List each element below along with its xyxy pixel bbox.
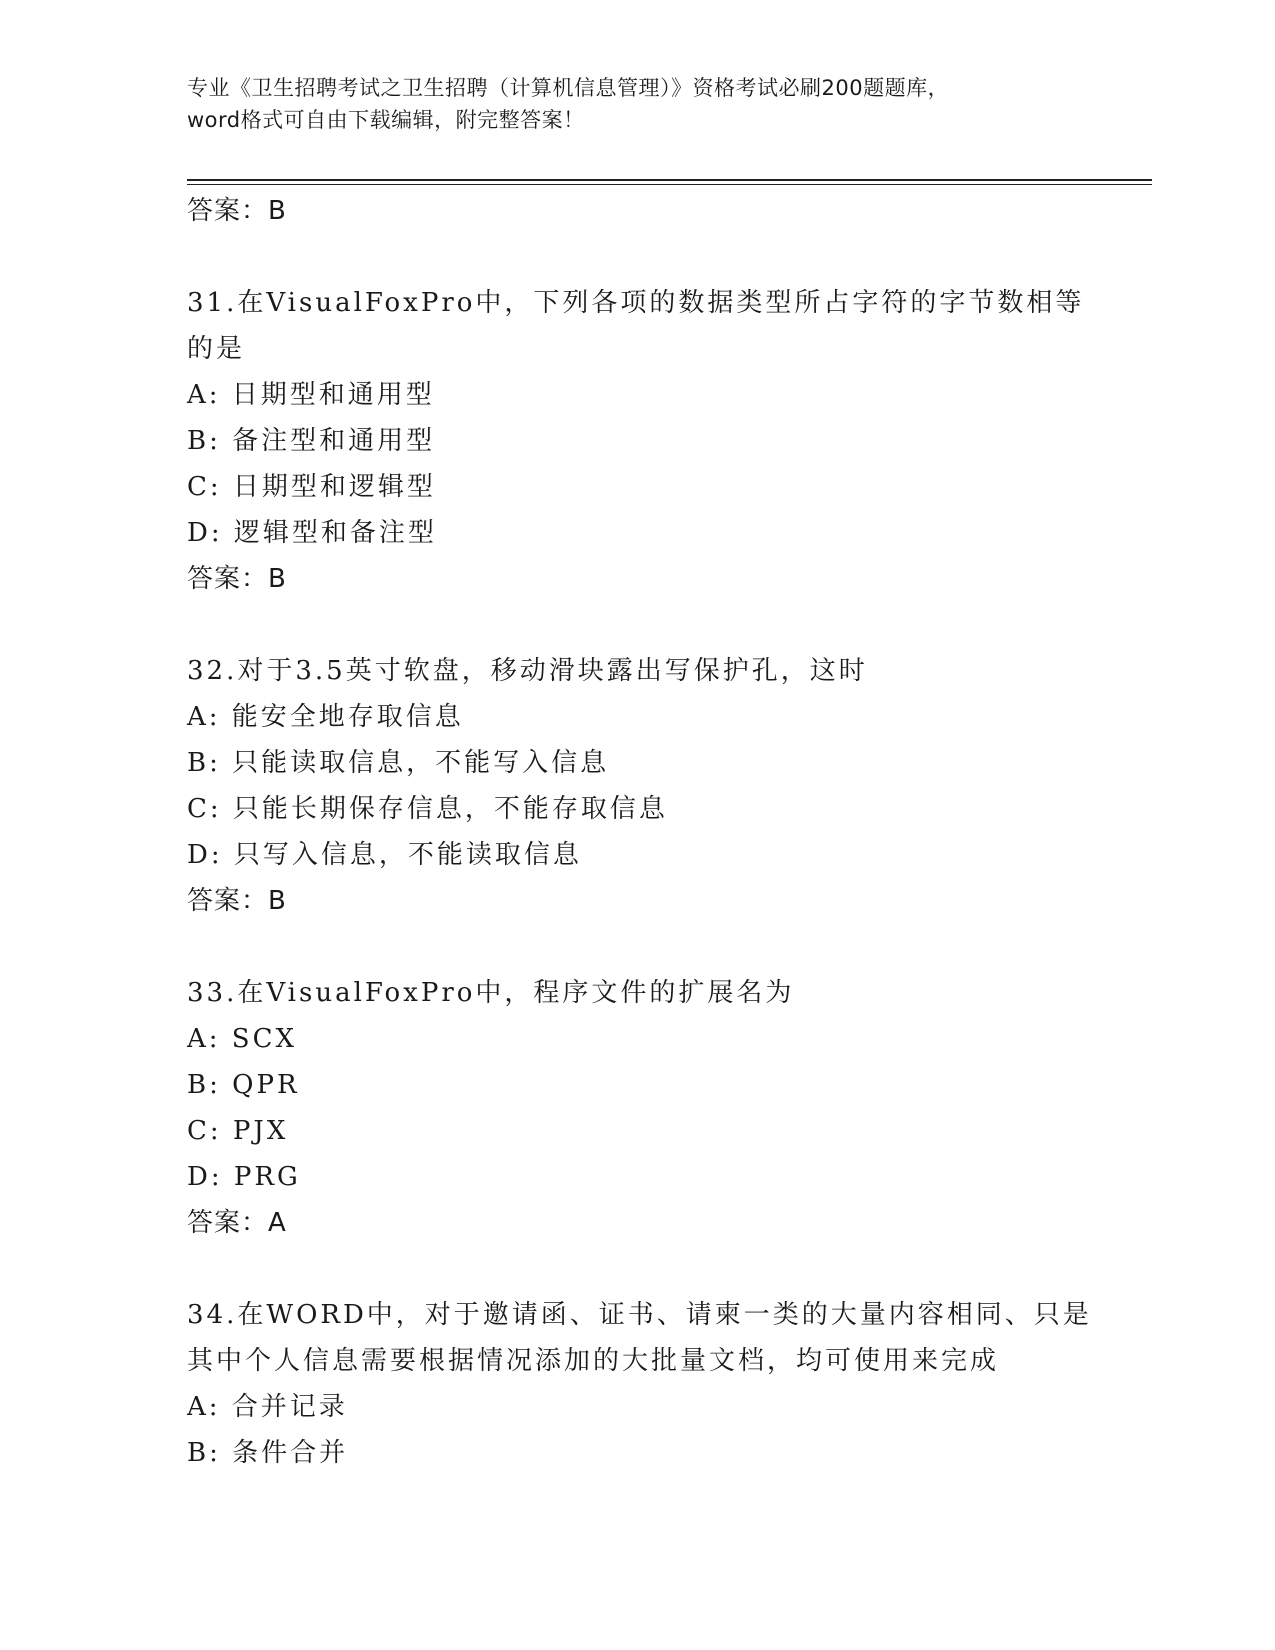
question-34-option-b: B: 条件合并 — [187, 1438, 349, 1468]
question-33 — [187, 970, 1152, 1246]
question-31 — [187, 280, 1152, 602]
question-32-option-b: B: 只能读取信息，不能写入信息 — [187, 748, 610, 778]
question-34-option-a: A: 合并记录 — [187, 1392, 348, 1422]
question-31-stem-line-2: 的是 — [187, 334, 246, 364]
question-33-option-a: A: SCX — [187, 1024, 298, 1054]
question-33-option-d: D: PRG — [187, 1162, 301, 1192]
spacer — [187, 234, 1152, 280]
question-34 — [187, 1292, 1152, 1476]
question-content — [187, 188, 1152, 1476]
question-32-option-a: A: 能安全地存取信息 — [187, 702, 464, 732]
question-32-stem-line-1: 32.对于3.5英寸软盘，移动滑块露出写保护孔，这时 — [187, 656, 868, 686]
header-line-1: 专业《卫生招聘考试之卫生招聘（计算机信息管理）》资格考试必刷200题题库， — [187, 76, 950, 100]
question-31-option-b: B: 备注型和通用型 — [187, 426, 436, 456]
header-divider-thick — [187, 179, 1152, 181]
question-33-option-c: C: PJX — [187, 1116, 289, 1146]
question-32 — [187, 648, 1152, 924]
question-31-option-a: A: 日期型和通用型 — [187, 380, 435, 410]
question-32-option-d: D: 只写入信息，不能读取信息 — [187, 840, 582, 870]
question-32-option-c: C: 只能长期保存信息，不能存取信息 — [187, 794, 668, 824]
question-34-stem-line-1: 34.在WORD中，对于邀请函、证书、请柬一类的大量内容相同、只是 — [187, 1300, 1092, 1330]
question-31-stem-line-1: 31.在VisualFoxPro中，下列各项的数据类型所占字符的字节数相等 — [187, 288, 1085, 318]
spacer — [187, 1246, 1152, 1292]
question-32-answer: 答案：B — [187, 886, 287, 916]
question-33-option-b: B: QPR — [187, 1070, 300, 1100]
header-divider-thin — [187, 184, 1152, 185]
document-header — [187, 72, 1107, 136]
question-31-option-d: D: 逻辑型和备注型 — [187, 518, 437, 548]
answer-30: 答案：B — [187, 196, 287, 226]
question-31-option-c: C: 日期型和逻辑型 — [187, 472, 436, 502]
question-31-answer: 答案：B — [187, 564, 287, 594]
question-33-answer: 答案：A — [187, 1208, 287, 1238]
spacer — [187, 602, 1152, 648]
question-33-stem-line-1: 33.在VisualFoxPro中，程序文件的扩展名为 — [187, 978, 795, 1008]
question-34-stem-line-2: 其中个人信息需要根据情况添加的大批量文档，均可使用来完成 — [187, 1346, 1000, 1376]
spacer — [187, 924, 1152, 970]
header-line-2: word格式可自由下载编辑，附完整答案！ — [187, 108, 585, 132]
